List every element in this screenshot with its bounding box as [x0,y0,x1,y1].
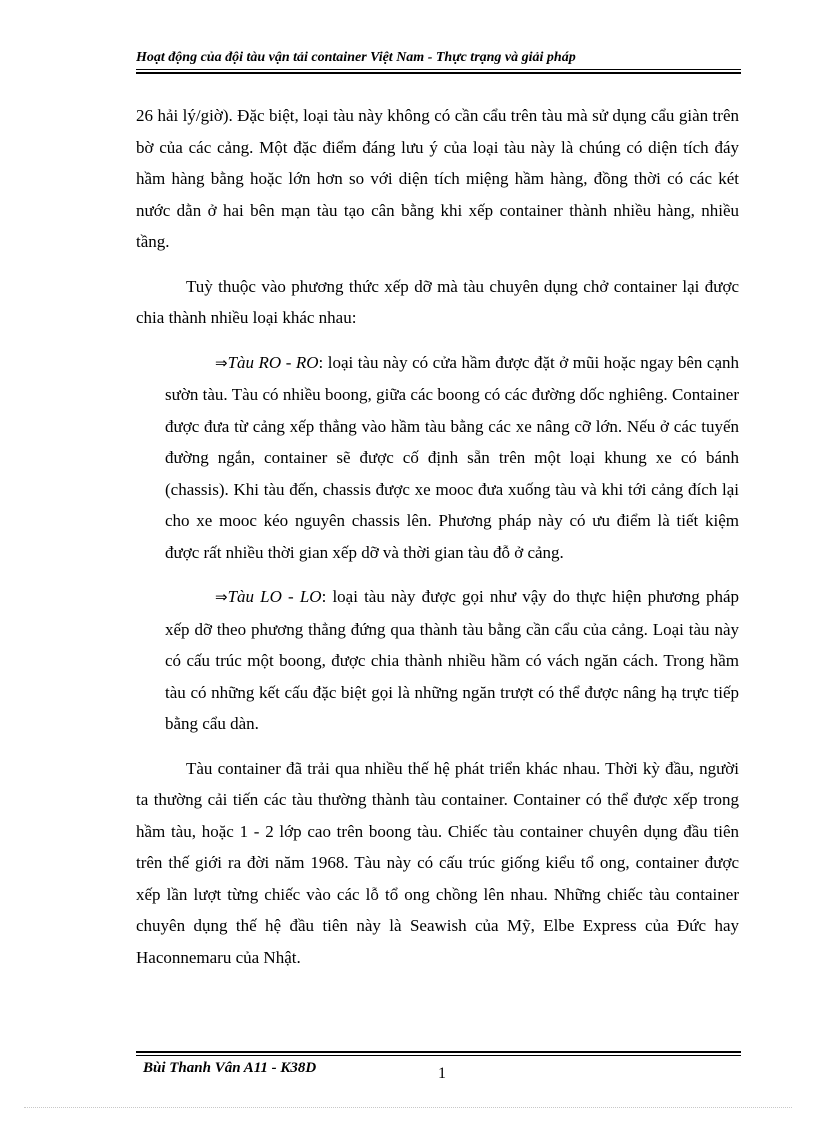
document-body [136,100,739,986]
paragraph-generations: Tàu container đã trải qua nhiều thế hệ phát triển khác nhau. Thời kỳ đầu, người ta thường cải tiến các tàu thường thành tàu container. Container có thể được xếp trong hầm tàu, hoặc 1 - 2 lớp cao trên boong tàu. Chiếc tàu container chuyên dụng đầu tiên trên thế giới ra đời năm 1968. Tàu này có cấu trúc giống kiểu tổ ong, container được xếp lần lượt từng chiếc vào các lỗ tổ ong chồng lên nhau. Những chiếc tàu container chuyên dụng thế hệ đầu tiên này là Seawish của Mỹ, Elbe Express của Đức hay Haconnemaru của Nhật. [136,758,739,967]
footer-divider-thick [136,1051,741,1053]
header-divider-thin [136,69,741,70]
bullet-ro-ro [165,347,739,569]
footer-divider-thin [136,1055,741,1056]
bullet-lo-lo-text: : loại tàu này được gọi như vậy do thực hiện phương pháp xếp dỡ theo phương thẳng đứng qua thành tàu bằng cần cẩu của cảng. Loại tàu này có cấu trúc một boong, được chia thành nhiều hầm có vách ngăn cách. Trong hầm tàu có những kết cấu đặc biệt gọi là những ngăn trượt có thể được nâng hạ trực tiếp bằng cẩu dàn. [165,587,739,733]
page-number: 1 [438,1065,446,1082]
double-arrow-right-icon: ⇒ [215,353,228,372]
footer-author: Bùi Thanh Vân A11 - K38D [143,1060,317,1076]
paragraph-classification: Tuỳ thuộc vào phương thức xếp dỡ mà tàu chuyên dụng chở container lại được chia thành nhiều loại khác nhau: [136,276,739,327]
bullet-lo-lo [165,581,739,740]
bullet-ro-ro-text: : loại tàu này có cửa hầm được đặt ở mũi hoặc ngay bên cạnh sườn tàu. Tàu có nhiều boong, giữa các boong có các đường dốc nghiêng. Container được đưa từ cảng xếp thẳng vào hầm tàu bằng các xe nâng cỡ lớn. Nếu ở các tuyến đường ngắn, container sẽ được cố định sẵn trên một loại khung xe có bánh (chassis). Khi tàu đến, chassis được xe mooc đưa xuống tàu và khi tới cảng đích lại cho xe mooc kéo nguyên chassis lên. Phương pháp này có ưu điểm là tiết kiệm được rất nhiều thời gian xếp dỡ và thời gian tàu đỗ ở cảng. [165,352,739,562]
paragraph-intro: 26 hải lý/giờ). Đặc biệt, loại tàu này không có cần cẩu trên tàu mà sử dụng cẩu giàn trên bờ của các cảng. Một đặc điểm đáng lưu ý của loại tàu này là chúng có diện tích đáy hầm hàng bằng hoặc lớn hơn so với diện tích miệng hầm hàng, đồng thời có các két nước dằn ở hai bên mạn tàu tạo cân bằng khi xếp container thành nhiều hàng, nhiều tầng. [136,106,739,251]
header-divider-thick [136,72,741,74]
page-header-title: Hoạt động của đội tàu vận tải container Việt Nam - Thực trạng và giải pháp [136,50,576,65]
term-lo-lo: Tàu LO - LO [227,587,322,606]
term-ro-ro: Tàu RO - RO [227,352,319,372]
page-bottom-dotted-line [24,1107,792,1108]
double-arrow-right-icon: ⇒ [215,588,228,606]
